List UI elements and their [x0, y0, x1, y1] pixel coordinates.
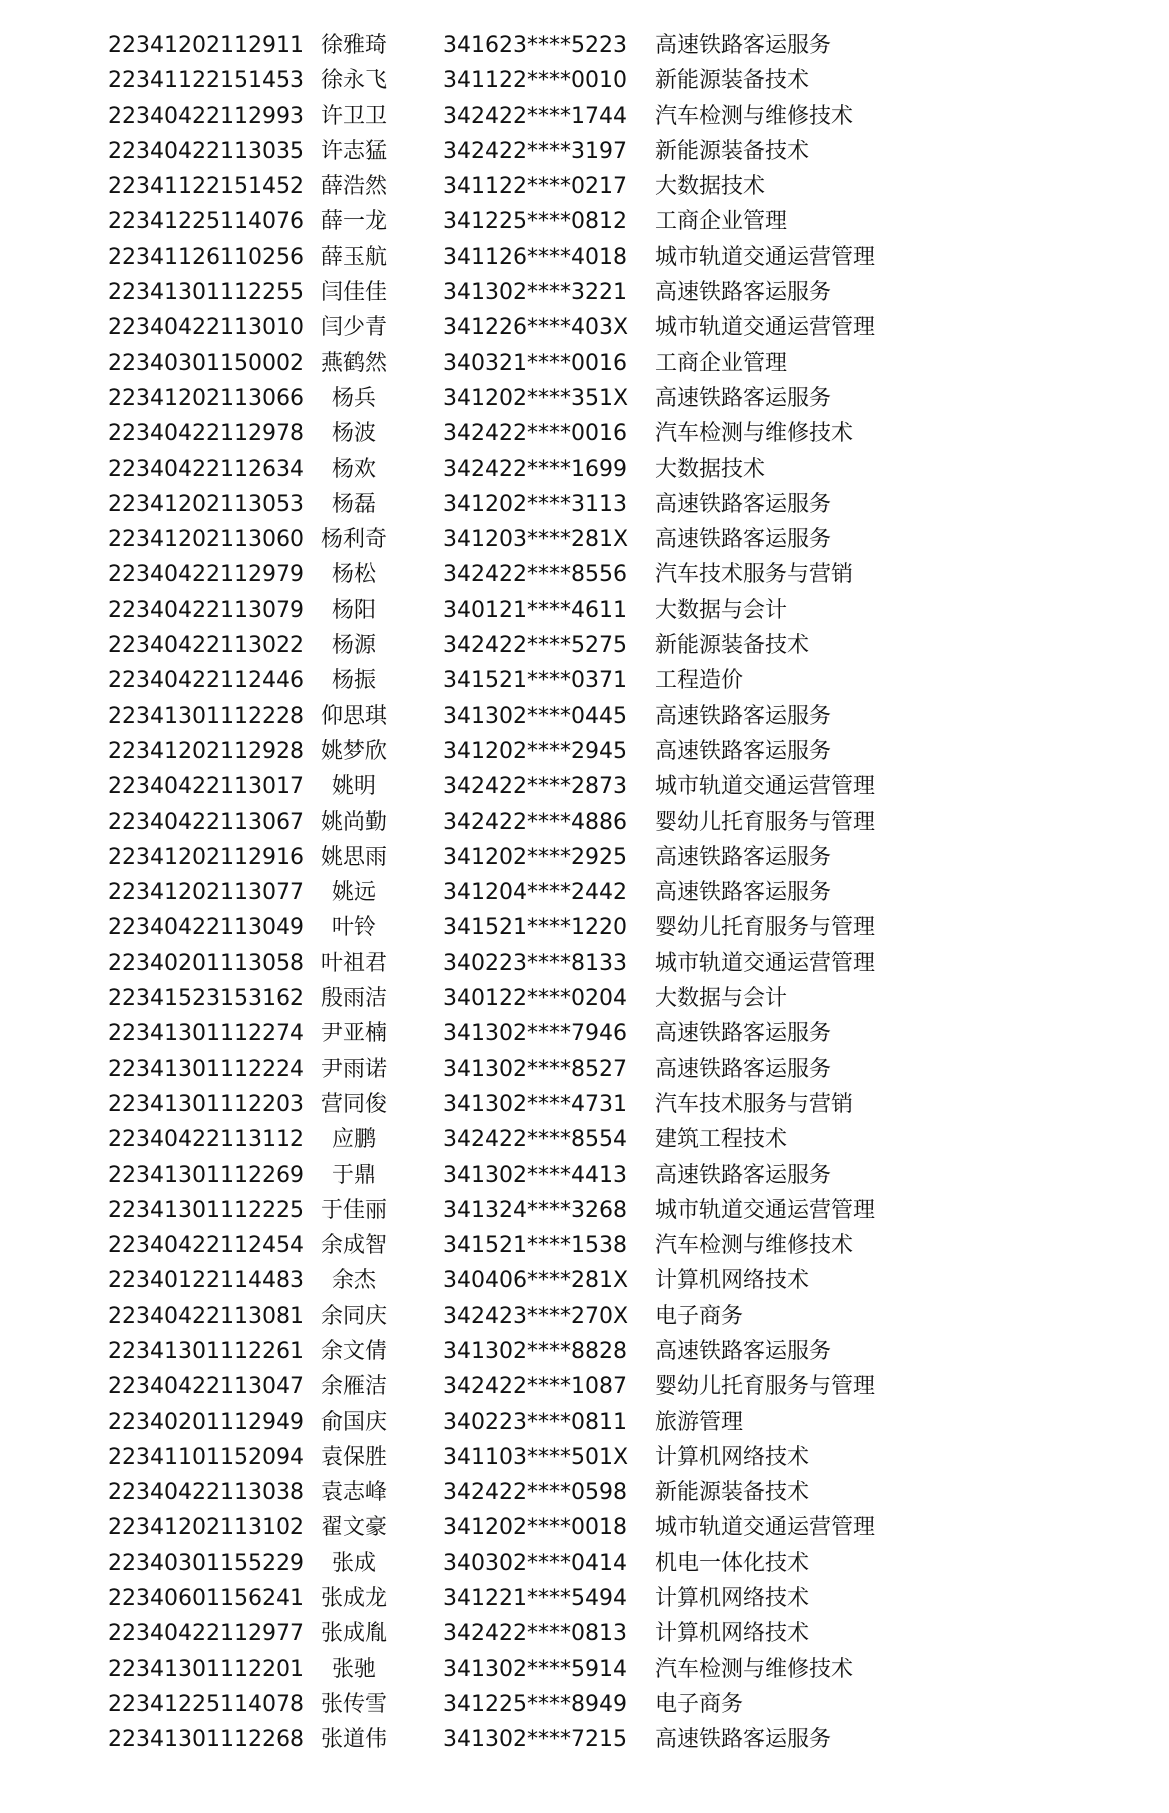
id-number: 341225****8949: [443, 1691, 627, 1717]
student-name: 余成智: [320, 1233, 387, 1259]
table-row: [0, 910, 1169, 945]
student-name: 张成: [331, 1550, 376, 1576]
table-row: [0, 522, 1169, 557]
student-name: 尹雨诺: [320, 1056, 387, 1082]
student-name: 许志猛: [320, 138, 387, 164]
major: 城市轨道交通运营管理: [655, 244, 876, 270]
major: 新能源装备技术: [655, 633, 810, 659]
table-row: [0, 487, 1169, 522]
table-row: [0, 240, 1169, 275]
id-number: 341202****2925: [443, 844, 627, 870]
table-row: [0, 416, 1169, 451]
id-number: 342422****8554: [443, 1127, 627, 1153]
major: 高速铁路客运服务: [655, 1021, 832, 1047]
id-number: 341203****281X: [443, 527, 629, 553]
student-name: 杨振: [331, 668, 376, 694]
student-number: 22341301112255: [108, 280, 304, 306]
major: 高速铁路客运服务: [655, 1056, 832, 1082]
id-number: 341204****2442: [443, 880, 627, 906]
student-name: 张道伟: [320, 1727, 387, 1753]
id-number: 341302****0445: [443, 703, 627, 729]
id-number: 340223****0811: [443, 1409, 627, 1435]
student-name: 张驰: [331, 1656, 376, 1682]
id-number: 341302****8828: [443, 1338, 627, 1364]
id-number: 340302****0414: [443, 1550, 627, 1576]
table-row: [0, 734, 1169, 769]
table-row: [0, 1616, 1169, 1651]
major: 大数据技术: [655, 456, 766, 482]
table-row: [0, 28, 1169, 63]
table-row: [0, 769, 1169, 804]
major: 机电一体化技术: [655, 1550, 810, 1576]
major: 高速铁路客运服务: [655, 491, 832, 517]
student-number: 22340422113067: [108, 809, 304, 835]
table-row: [0, 1087, 1169, 1122]
table-row: [0, 1510, 1169, 1545]
student-name: 余文倩: [320, 1338, 387, 1364]
table-row: [0, 699, 1169, 734]
student-number: 22340201113058: [108, 950, 304, 976]
table-row: [0, 1581, 1169, 1616]
student-number: 22340422112978: [108, 421, 304, 447]
id-number: 341521****1538: [443, 1233, 627, 1259]
student-name: 姚远: [331, 880, 376, 906]
student-number: 22341202112928: [108, 738, 304, 764]
major: 高速铁路客运服务: [655, 1162, 832, 1188]
id-number: 341302****4731: [443, 1091, 627, 1117]
student-number: 22341301112201: [108, 1656, 304, 1682]
major: 高速铁路客运服务: [655, 1338, 832, 1364]
student-number: 22340422113017: [108, 774, 304, 800]
student-name: 俞国庆: [320, 1409, 387, 1435]
major: 城市轨道交通运营管理: [655, 950, 876, 976]
table-row: [0, 1228, 1169, 1263]
table-row: [0, 663, 1169, 698]
student-number: 22340422112993: [108, 103, 304, 129]
student-number: 22340422112979: [108, 562, 304, 588]
student-name: 张传雪: [320, 1691, 387, 1717]
major: 电子商务: [655, 1303, 744, 1329]
student-number: 22340122114483: [108, 1268, 304, 1294]
table-row: [0, 1052, 1169, 1087]
major: 电子商务: [655, 1691, 744, 1717]
major: 工商企业管理: [655, 209, 788, 235]
major: 计算机网络技术: [655, 1586, 810, 1612]
student-number: 22341202113077: [108, 880, 304, 906]
student-name: 杨源: [331, 633, 376, 659]
major: 高速铁路客运服务: [655, 880, 832, 906]
id-number: 341221****5494: [443, 1586, 627, 1612]
student-name: 杨兵: [331, 385, 376, 411]
student-name: 叶祖君: [320, 950, 387, 976]
major: 大数据技术: [655, 174, 766, 200]
student-name: 应鹏: [331, 1127, 376, 1153]
major: 高速铁路客运服务: [655, 33, 832, 58]
table-row: [0, 1722, 1169, 1757]
student-name: 仰思琪: [320, 703, 387, 729]
major: 工商企业管理: [655, 350, 788, 376]
id-number: 341302****4413: [443, 1162, 627, 1188]
major: 高速铁路客运服务: [655, 1727, 832, 1753]
major: 计算机网络技术: [655, 1621, 810, 1647]
major: 汽车检测与维修技术: [655, 1233, 854, 1259]
table-row: [0, 1122, 1169, 1157]
student-number: 22340422113112: [108, 1127, 304, 1153]
table-row: [0, 840, 1169, 875]
student-name: 杨磊: [331, 491, 376, 517]
student-name: 闫佳佳: [320, 280, 387, 306]
table-row: [0, 875, 1169, 910]
student-name: 张成龙: [320, 1586, 387, 1612]
student-name: 徐永飞: [320, 68, 387, 94]
id-number: 341103****501X: [443, 1444, 629, 1470]
student-number: 22341301112225: [108, 1197, 304, 1223]
table-row: [0, 204, 1169, 239]
student-name: 薛浩然: [320, 174, 387, 200]
id-number: 340406****281X: [443, 1268, 629, 1294]
student-name: 营同俊: [320, 1091, 387, 1117]
table-row: [0, 1405, 1169, 1440]
student-number: 22341202113060: [108, 527, 304, 553]
id-number: 342423****270X: [443, 1303, 629, 1329]
student-name: 余杰: [331, 1268, 376, 1294]
major: 高速铁路客运服务: [655, 527, 832, 553]
student-name: 薛玉航: [320, 244, 387, 270]
table-row: [0, 1440, 1169, 1475]
major: 新能源装备技术: [655, 68, 810, 94]
major: 计算机网络技术: [655, 1444, 810, 1470]
student-number: 22341202113053: [108, 491, 304, 517]
student-name: 杨阳: [331, 597, 376, 623]
student-name: 姚尚勤: [320, 809, 387, 835]
student-name: 薛一龙: [320, 209, 387, 235]
id-number: 342422****2873: [443, 774, 627, 800]
student-name: 袁志峰: [320, 1480, 387, 1506]
id-number: 341302****7215: [443, 1727, 627, 1753]
table-row: [0, 593, 1169, 628]
table-row: [0, 1263, 1169, 1298]
student-number: 22341202112911: [108, 33, 304, 58]
student-number: 22341301112268: [108, 1727, 304, 1753]
major: 旅游管理: [655, 1409, 744, 1435]
student-name: 于佳丽: [320, 1197, 387, 1223]
major: 新能源装备技术: [655, 138, 810, 164]
student-name: 于鼎: [331, 1162, 376, 1188]
id-number: 341202****0018: [443, 1515, 627, 1541]
student-number: 22340422112634: [108, 456, 304, 482]
major: 高速铁路客运服务: [655, 844, 832, 870]
student-number: 22341225114078: [108, 1691, 304, 1717]
table-row: [0, 134, 1169, 169]
major: 新能源装备技术: [655, 1480, 810, 1506]
student-number: 22341301112228: [108, 703, 304, 729]
id-number: 342422****0598: [443, 1480, 627, 1506]
student-number: 22341301112203: [108, 1091, 304, 1117]
student-name: 闫少青: [320, 315, 387, 341]
student-number: 22341122151453: [108, 68, 304, 94]
student-number: 22341126110256: [108, 244, 304, 270]
table-row: [0, 275, 1169, 310]
student-number: 22340201112949: [108, 1409, 304, 1435]
student-number: 22341202113066: [108, 385, 304, 411]
student-name: 杨欢: [331, 456, 376, 482]
id-number: 341302****8527: [443, 1056, 627, 1082]
id-number: 341202****2945: [443, 738, 627, 764]
student-number: 22340422113010: [108, 315, 304, 341]
table-row: [0, 1687, 1169, 1722]
student-number: 22341202113102: [108, 1515, 304, 1541]
id-number: 342422****8556: [443, 562, 627, 588]
student-number: 22341301112261: [108, 1338, 304, 1364]
id-number: 342422****1699: [443, 456, 627, 482]
table-row: [0, 1334, 1169, 1369]
student-number: 22340422113035: [108, 138, 304, 164]
student-name: 姚明: [331, 774, 376, 800]
table-row: [0, 981, 1169, 1016]
major: 城市轨道交通运营管理: [655, 315, 876, 341]
table-row: [0, 1193, 1169, 1228]
id-number: 341226****403X: [443, 315, 629, 341]
major: 城市轨道交通运营管理: [655, 1197, 876, 1223]
id-number: 342422****1087: [443, 1374, 627, 1400]
id-number: 342422****0813: [443, 1621, 627, 1647]
id-number: 341302****5914: [443, 1656, 627, 1682]
table-row: [0, 946, 1169, 981]
id-number: 341521****1220: [443, 915, 627, 941]
student-name: 翟文豪: [320, 1515, 387, 1541]
id-number: 341202****3113: [443, 491, 627, 517]
id-number: 341623****5223: [443, 33, 627, 58]
student-name: 余雁洁: [320, 1374, 387, 1400]
student-number: 22340301155229: [108, 1550, 304, 1576]
id-number: 341324****3268: [443, 1197, 627, 1223]
student-name: 杨松: [331, 562, 376, 588]
id-number: 341302****3221: [443, 280, 627, 306]
major: 汽车检测与维修技术: [655, 421, 854, 447]
major: 高速铁路客运服务: [655, 703, 832, 729]
student-name: 殷雨洁: [320, 986, 387, 1012]
student-name: 姚思雨: [320, 844, 387, 870]
major: 大数据与会计: [655, 597, 788, 623]
student-number: 22340422113047: [108, 1374, 304, 1400]
student-number: 22340422113049: [108, 915, 304, 941]
table-row: [0, 1016, 1169, 1051]
table-row: [0, 169, 1169, 204]
student-name: 叶铃: [331, 915, 376, 941]
id-number: 342422****0016: [443, 421, 627, 447]
id-number: 341122****0010: [443, 68, 627, 94]
id-number: 341126****4018: [443, 244, 627, 270]
major: 城市轨道交通运营管理: [655, 774, 876, 800]
id-number: 341225****0812: [443, 209, 627, 235]
id-number: 341202****351X: [443, 385, 629, 411]
id-number: 340223****8133: [443, 950, 627, 976]
table-row: [0, 99, 1169, 134]
table-row: [0, 557, 1169, 592]
student-number: 22341101152094: [108, 1444, 304, 1470]
major: 汽车技术服务与营销: [655, 1091, 854, 1117]
student-number: 22340422113079: [108, 597, 304, 623]
major: 婴幼儿托育服务与管理: [655, 1374, 876, 1400]
id-number: 342422****3197: [443, 138, 627, 164]
student-list: [0, 28, 1169, 1758]
student-number: 22340301150002: [108, 350, 304, 376]
table-row: [0, 346, 1169, 381]
id-number: 341302****7946: [443, 1021, 627, 1047]
major: 婴幼儿托育服务与管理: [655, 915, 876, 941]
major: 高速铁路客运服务: [655, 738, 832, 764]
id-number: 342422****5275: [443, 633, 627, 659]
major: 建筑工程技术: [655, 1127, 788, 1153]
id-number: 340122****0204: [443, 986, 627, 1012]
major: 工程造价: [655, 668, 744, 694]
student-number: 22341301112269: [108, 1162, 304, 1188]
major: 计算机网络技术: [655, 1268, 810, 1294]
id-number: 340121****4611: [443, 597, 627, 623]
id-number: 341122****0217: [443, 174, 627, 200]
table-row: [0, 805, 1169, 840]
student-number: 22340601156241: [108, 1586, 304, 1612]
major: 汽车技术服务与营销: [655, 562, 854, 588]
id-number: 342422****4886: [443, 809, 627, 835]
table-row: [0, 1652, 1169, 1687]
student-number: 22341301112224: [108, 1056, 304, 1082]
major: 汽车检测与维修技术: [655, 1656, 854, 1682]
student-number: 22341225114076: [108, 209, 304, 235]
table-row: [0, 1546, 1169, 1581]
student-number: 22340422113038: [108, 1480, 304, 1506]
table-row: [0, 1475, 1169, 1510]
major: 婴幼儿托育服务与管理: [655, 809, 876, 835]
student-name: 燕鹤然: [320, 350, 387, 376]
table-row: [0, 381, 1169, 416]
id-number: 340321****0016: [443, 350, 627, 376]
id-number: 341521****0371: [443, 668, 627, 694]
student-number: 22341523153162: [108, 986, 304, 1012]
student-number: 22341122151452: [108, 174, 304, 200]
student-name: 杨利奇: [320, 527, 387, 553]
student-name: 杨波: [331, 421, 376, 447]
student-name: 尹亚楠: [320, 1021, 387, 1047]
student-number: 22340422113081: [108, 1303, 304, 1329]
student-name: 袁保胜: [320, 1444, 387, 1470]
student-number: 22340422112977: [108, 1621, 304, 1647]
table-row: [0, 63, 1169, 98]
student-name: 徐雅琦: [320, 33, 387, 58]
student-number: 22340422113022: [108, 633, 304, 659]
table-row: [0, 1299, 1169, 1334]
student-number: 22340422112454: [108, 1233, 304, 1259]
major: 高速铁路客运服务: [655, 385, 832, 411]
table-row: [0, 628, 1169, 663]
table-row: [0, 310, 1169, 345]
student-name: 姚梦欣: [320, 738, 387, 764]
student-name: 张成胤: [320, 1621, 387, 1647]
major: 高速铁路客运服务: [655, 280, 832, 306]
student-name: 许卫卫: [320, 103, 387, 129]
table-row: [0, 1369, 1169, 1404]
table-row: [0, 452, 1169, 487]
table-row: [0, 1158, 1169, 1193]
id-number: 342422****1744: [443, 103, 627, 129]
major: 大数据与会计: [655, 986, 788, 1012]
student-name: 余同庆: [320, 1303, 387, 1329]
major: 汽车检测与维修技术: [655, 103, 854, 129]
student-number: 22341202112916: [108, 844, 304, 870]
major: 城市轨道交通运营管理: [655, 1515, 876, 1541]
student-number: 22340422112446: [108, 668, 304, 694]
student-number: 22341301112274: [108, 1021, 304, 1047]
